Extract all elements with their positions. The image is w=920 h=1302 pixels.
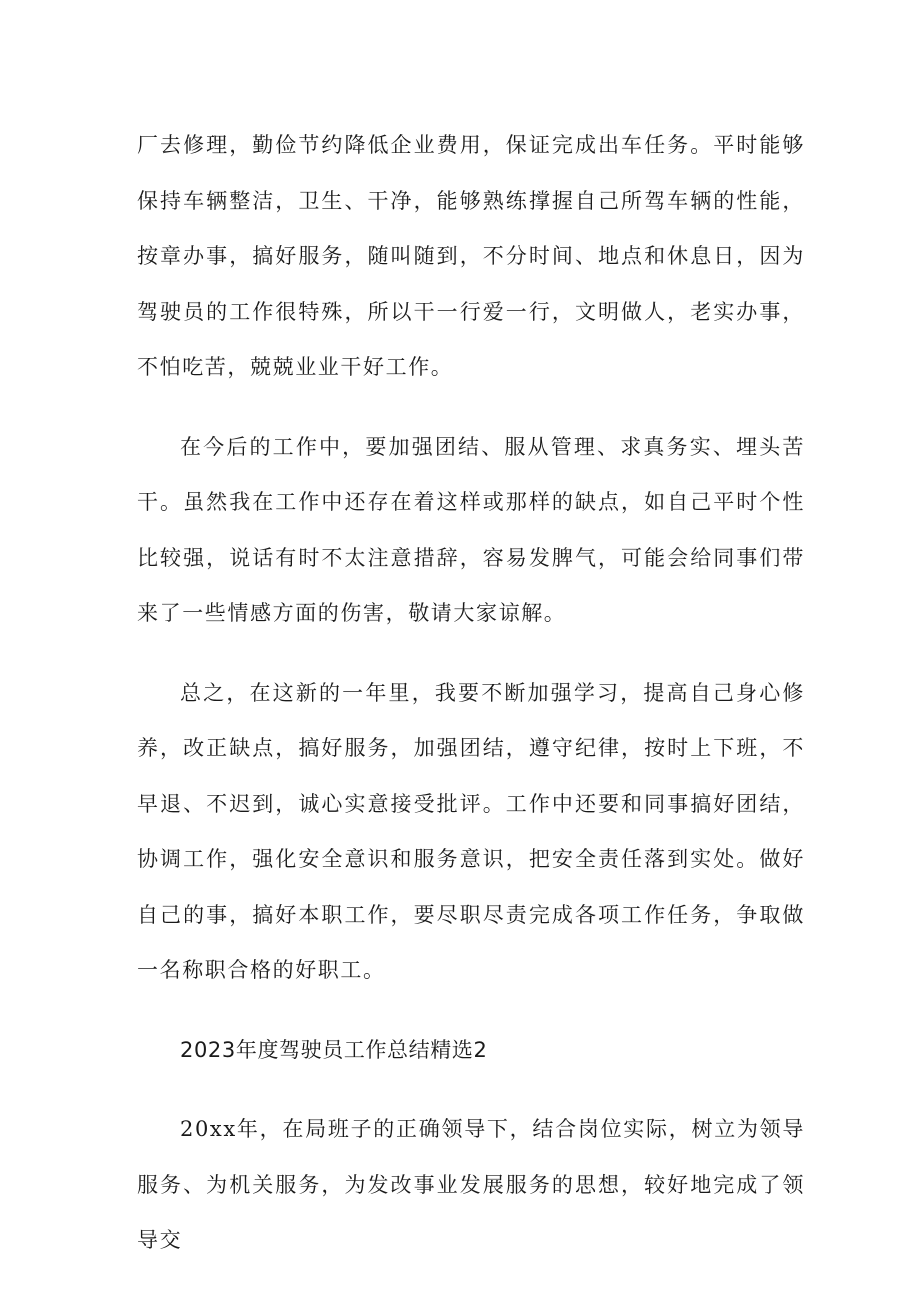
paragraph-2: 在今后的工作中，要加强团结、服从管理、求真务实、埋头苦干。虽然我在工作中还存在着这样或那样的缺点，如自己平时个性比较强，说话有时不太注意措辞，容易发脾气，可能会给同事们带来了一些情感方面的伤害，敬请大家谅解。 [137, 434, 805, 625]
paragraph-4: 20xx年，在局班子的正确领导下，结合岗位实际，树立为领导服务、为机关服务，为发改事业发展服务的思想，较好地完成了领导交 [137, 1117, 805, 1252]
paragraph-gap [137, 999, 805, 1023]
paragraph-1: 厂去修理，勤俭节约降低企业费用，保证完成出车任务。平时能够保持车辆整洁，卫生、干净，能够熟练撑握自己所驾车辆的性能，按章办事，搞好服务，随叫随到，不分时间、地点和休息日，因为驾驶员的工作很特殊，所以干一行爱一行，文明做人，老实办事，不怕吃苦，兢兢业业干好工作。 [137, 133, 805, 379]
paragraph-3: 总之，在这新的一年里，我要不断加强学习，提高自己身心修养，改正缺点，搞好服务，加强团结，遵守纪律，按时上下班，不早退、不迟到，诚心实意接受批评。工作中还要和同事搞好团结，协调工作，强化安全意识和服务意识，把安全责任落到实处。做好自己的事，搞好本职工作，要尽职尽责完成各项工作任务，争取做一名称职合格的好职工。 [137, 680, 805, 982]
paragraph-gap [137, 1078, 805, 1102]
paragraph-gap [137, 396, 805, 420]
paragraph-gap [137, 642, 805, 666]
section-heading: 2023年度驾驶员工作总结精选2 [180, 1037, 488, 1062]
document-body [137, 118, 805, 1269]
